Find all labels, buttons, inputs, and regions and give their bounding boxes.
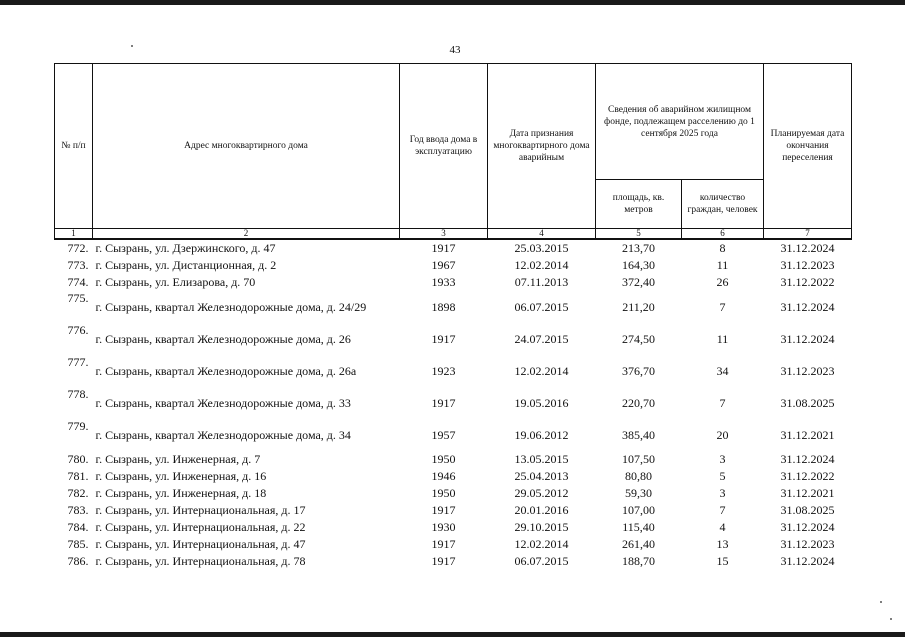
row-address: г. Сызрань, ул. Интернациональная, д. 22 <box>95 520 306 534</box>
table-row <box>55 323 852 355</box>
column-number: 7 <box>764 229 852 240</box>
row-number: 784. <box>67 520 89 534</box>
row-number: 780. <box>67 452 89 466</box>
table-row <box>55 291 852 323</box>
row-area: 261,40 <box>622 537 655 551</box>
row-end-date: 31.12.2022 <box>780 275 835 289</box>
row-end-date: 31.12.2023 <box>780 363 835 378</box>
header-num: № п/п <box>55 64 93 229</box>
row-address: г. Сызрань, ул. Интернациональная, д. 78 <box>95 554 306 568</box>
row-number: 785. <box>67 537 89 551</box>
row-people: 7 <box>719 299 726 314</box>
row-area: 385,40 <box>622 427 655 442</box>
row-date: 12.02.2014 <box>514 258 569 272</box>
row-end-date: 31.12.2023 <box>780 537 835 551</box>
table-row <box>55 355 852 387</box>
row-number: 777. <box>67 355 89 369</box>
row-date: 29.10.2015 <box>514 520 569 534</box>
row-people: 20 <box>716 427 729 442</box>
row-end-date: 31.12.2024 <box>780 452 835 466</box>
header-address: Адрес многоквартирного дома <box>93 64 400 229</box>
row-year: 1923 <box>431 363 456 378</box>
table-row <box>55 553 852 570</box>
row-area: 372,40 <box>622 275 655 289</box>
row-number: 783. <box>67 503 89 517</box>
row-area: 80,80 <box>625 469 652 483</box>
row-date: 07.11.2013 <box>514 275 569 289</box>
scan-speck <box>880 601 882 603</box>
header-info-group: Сведения об аварийном жилищном фонде, подлежащем расселению до 1 сентября 2025 года <box>596 64 764 180</box>
row-end-date: 31.12.2021 <box>780 427 835 442</box>
row-year: 1917 <box>431 395 456 410</box>
row-end-date: 31.12.2024 <box>780 554 835 568</box>
row-year: 1917 <box>431 554 456 568</box>
emergency-housing-table <box>54 63 852 570</box>
row-date: 24.07.2015 <box>514 331 569 346</box>
row-date: 06.07.2015 <box>514 554 569 568</box>
row-people: 26 <box>716 275 729 289</box>
row-area: 164,30 <box>622 258 655 272</box>
row-address: г. Сызрань, ул. Инженерная, д. 7 <box>95 452 261 466</box>
header-planned-end: Планируемая дата окончания переселения <box>764 64 852 229</box>
table-row <box>55 239 852 257</box>
row-number: 779. <box>67 419 89 433</box>
row-address: г. Сызрань, ул. Интернациональная, д. 47 <box>95 537 306 551</box>
row-year: 1917 <box>431 331 456 346</box>
row-date: 12.02.2014 <box>514 537 569 551</box>
table-row <box>55 485 852 502</box>
row-number: 776. <box>67 323 89 337</box>
row-year: 1950 <box>431 452 456 466</box>
header-year: Год ввода дома в эксплуатацию <box>400 64 488 229</box>
row-number: 775. <box>67 291 89 305</box>
header-date-recognition: Дата признания многоквартирного дома аварийным <box>488 64 596 229</box>
column-number: 1 <box>55 229 93 240</box>
row-date: 25.04.2013 <box>514 469 569 483</box>
table-row <box>55 468 852 485</box>
table-row <box>55 387 852 419</box>
row-area: 376,70 <box>622 363 655 378</box>
row-end-date: 31.12.2024 <box>780 331 835 346</box>
scan-bottom-border <box>0 632 905 637</box>
row-end-date: 31.12.2024 <box>780 299 835 314</box>
row-area: 59,30 <box>625 486 652 500</box>
row-number: 782. <box>67 486 89 500</box>
row-date: 12.02.2014 <box>514 363 569 378</box>
table-row <box>55 257 852 274</box>
row-date: 13.05.2015 <box>514 452 569 466</box>
row-address: г. Сызрань, ул. Интернациональная, д. 17 <box>95 503 306 517</box>
row-number: 772. <box>67 241 89 255</box>
row-people: 11 <box>716 258 729 272</box>
column-number: 6 <box>682 229 764 240</box>
row-number: 773. <box>67 258 89 272</box>
column-number: 3 <box>400 229 488 240</box>
table-row <box>55 274 852 291</box>
row-area: 220,70 <box>622 395 655 410</box>
row-address: г. Сызрань, квартал Железнодорожные дома, д. 26а <box>95 363 357 378</box>
table-row <box>55 451 852 468</box>
row-end-date: 31.08.2025 <box>780 395 835 410</box>
table-row <box>55 536 852 553</box>
row-area: 115,40 <box>622 520 655 534</box>
table-row <box>55 419 852 451</box>
row-area: 107,50 <box>622 452 655 466</box>
row-people: 34 <box>716 363 729 378</box>
row-year: 1957 <box>431 427 456 442</box>
row-date: 19.06.2012 <box>514 427 569 442</box>
row-year: 1930 <box>431 520 456 534</box>
row-year: 1967 <box>431 258 456 272</box>
row-date: 20.01.2016 <box>514 503 569 517</box>
row-year: 1950 <box>431 486 456 500</box>
row-number: 786. <box>67 554 89 568</box>
row-address: г. Сызрань, ул. Елизарова, д. 70 <box>95 275 256 289</box>
header-area: площадь, кв. метров <box>596 180 682 229</box>
row-area: 274,50 <box>622 331 655 346</box>
row-year: 1917 <box>431 537 456 551</box>
row-date: 19.05.2016 <box>514 395 569 410</box>
row-address: г. Сызрань, квартал Железнодорожные дома, д. 24/29 <box>95 299 367 314</box>
table-row <box>55 502 852 519</box>
row-year: 1946 <box>431 469 456 483</box>
scan-speck <box>131 45 133 47</box>
scan-top-border <box>0 0 905 5</box>
row-year: 1898 <box>431 299 456 314</box>
column-number: 5 <box>596 229 682 240</box>
row-number: 778. <box>67 387 89 401</box>
row-people: 8 <box>719 241 726 255</box>
row-end-date: 31.12.2021 <box>780 486 835 500</box>
row-people: 5 <box>719 469 726 483</box>
row-date: 29.05.2012 <box>514 486 569 500</box>
header-residents: количество граждан, человек <box>682 180 764 229</box>
row-area: 107,00 <box>622 503 655 517</box>
row-address: г. Сызрань, ул. Дистанционная, д. 2 <box>95 258 277 272</box>
row-year: 1917 <box>431 503 456 517</box>
row-people: 3 <box>719 486 726 500</box>
row-date: 06.07.2015 <box>514 299 569 314</box>
row-people: 7 <box>719 395 726 410</box>
row-end-date: 31.12.2022 <box>780 469 835 483</box>
row-area: 213,70 <box>622 241 655 255</box>
row-people: 13 <box>716 537 729 551</box>
row-address: г. Сызрань, квартал Железнодорожные дома, д. 34 <box>95 427 351 442</box>
column-number: 2 <box>93 229 400 240</box>
row-people: 15 <box>716 554 729 568</box>
row-year: 1933 <box>431 275 456 289</box>
row-number: 774. <box>67 275 89 289</box>
row-end-date: 31.12.2023 <box>780 258 835 272</box>
row-address: г. Сызрань, квартал Железнодорожные дома, д. 33 <box>95 395 351 410</box>
row-address: г. Сызрань, ул. Инженерная, д. 16 <box>95 469 267 483</box>
row-area: 188,70 <box>622 554 655 568</box>
row-people: 7 <box>719 503 726 517</box>
row-area: 211,20 <box>622 299 655 314</box>
page-number: 43 <box>449 44 461 56</box>
scan-speck <box>890 618 892 620</box>
row-people: 3 <box>719 452 726 466</box>
row-address: г. Сызрань, квартал Железнодорожные дома, д. 26 <box>95 331 351 346</box>
table-row <box>55 519 852 536</box>
row-people: 4 <box>719 520 726 534</box>
row-address: г. Сызрань, ул. Инженерная, д. 18 <box>95 486 267 500</box>
row-end-date: 31.08.2025 <box>780 503 835 517</box>
row-year: 1917 <box>431 241 456 255</box>
row-address: г. Сызрань, ул. Дзержинского, д. 47 <box>95 241 276 255</box>
row-date: 25.03.2015 <box>514 241 569 255</box>
row-end-date: 31.12.2024 <box>780 520 835 534</box>
column-number: 4 <box>488 229 596 240</box>
row-end-date: 31.12.2024 <box>780 241 835 255</box>
row-number: 781. <box>67 469 89 483</box>
row-people: 11 <box>716 331 729 346</box>
